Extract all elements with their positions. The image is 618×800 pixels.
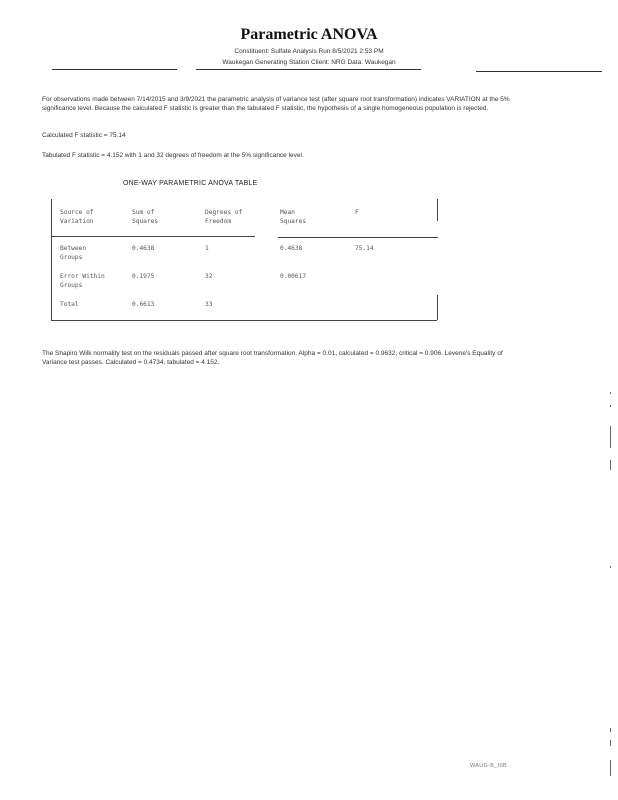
table-cell-sum-squares: 0.4638 [132, 245, 155, 252]
calculated-f-statistic: Calculated F statistic = 75.14 [42, 132, 126, 139]
table-cell-sum-squares: 0.1975 [132, 273, 155, 280]
table-cell-f: 75.14 [355, 245, 374, 252]
anova-table [51, 199, 437, 321]
scan-mark [610, 460, 611, 470]
table-cell-mean-squares: 0.00617 [280, 273, 307, 280]
tabulated-f-statistic: Tabulated F statistic = 4.152 with 1 and 32 degrees of freedom at the 5% significance level. [42, 152, 304, 159]
result-paragraph: For observations made between 7/14/2015 and 3/9/2021 the parametric analysis of variance test (after square root transformation) indicates VARIATION at the 5% significance level. Because the calculated F statistic is greater than the tabulated F statistic, the hypothesis of a single homogeneous population is rejected. [42, 96, 510, 112]
scan-mark [610, 760, 611, 776]
scan-mark [610, 740, 611, 746]
table-header-sum-squares: Sum of Squares [132, 209, 159, 225]
scan-mark [610, 728, 611, 732]
table-cell-source: Error Within Groups [60, 273, 105, 289]
anova-table-title: ONE-WAY PARAMETRIC ANOVA TABLE [123, 180, 258, 187]
table-cell-source: Total [60, 301, 79, 308]
table-border-tick-bottom [437, 295, 438, 320]
table-cell-source: Between Groups [60, 245, 87, 261]
table-header-source: Source of Variation [60, 209, 94, 225]
report-title: Parametric ANOVA [240, 26, 378, 43]
table-border-tick-top [437, 199, 438, 221]
table-header-mean-squares: Mean Squares [280, 209, 307, 225]
header-rule-center [196, 69, 421, 70]
table-cell-df: 33 [205, 301, 213, 308]
table-header-rule [51, 236, 255, 237]
table-cell-df: 1 [205, 245, 209, 252]
table-header-f: F [355, 209, 359, 216]
scan-mark [610, 426, 611, 448]
table-header-rule-right [278, 237, 438, 238]
scan-mark [610, 405, 611, 407]
scan-mark [610, 392, 611, 394]
table-cell-sum-squares: 0.6613 [132, 301, 155, 308]
table-cell-df: 32 [205, 273, 213, 280]
table-header-degrees-freedom: Degrees of Freedom [205, 209, 243, 225]
page-footer-code: WAUG-B_IIIB [470, 763, 508, 769]
shapiro-wilk-note: The Shapiro Wilk normality test on the residuals passed after square root transformation. Alpha = 0.01, calculated = 0.9632, critical = 0.906. Levene's Equality of Variance test passes. Calculated = 0.4734, tabulated = 4.152. [42, 350, 503, 366]
report-subtitle-run: Constituent: Sulfate Analysis Run 8/5/2021 2:53 PM [234, 48, 384, 55]
header-rule-left [52, 69, 177, 70]
table-cell-mean-squares: 0.4638 [280, 245, 303, 252]
report-subtitle-client: Waukegan Generating Station Client: NRG Data: Waukegan [222, 59, 396, 66]
scan-mark [610, 566, 611, 568]
header-rule-right [476, 71, 602, 72]
